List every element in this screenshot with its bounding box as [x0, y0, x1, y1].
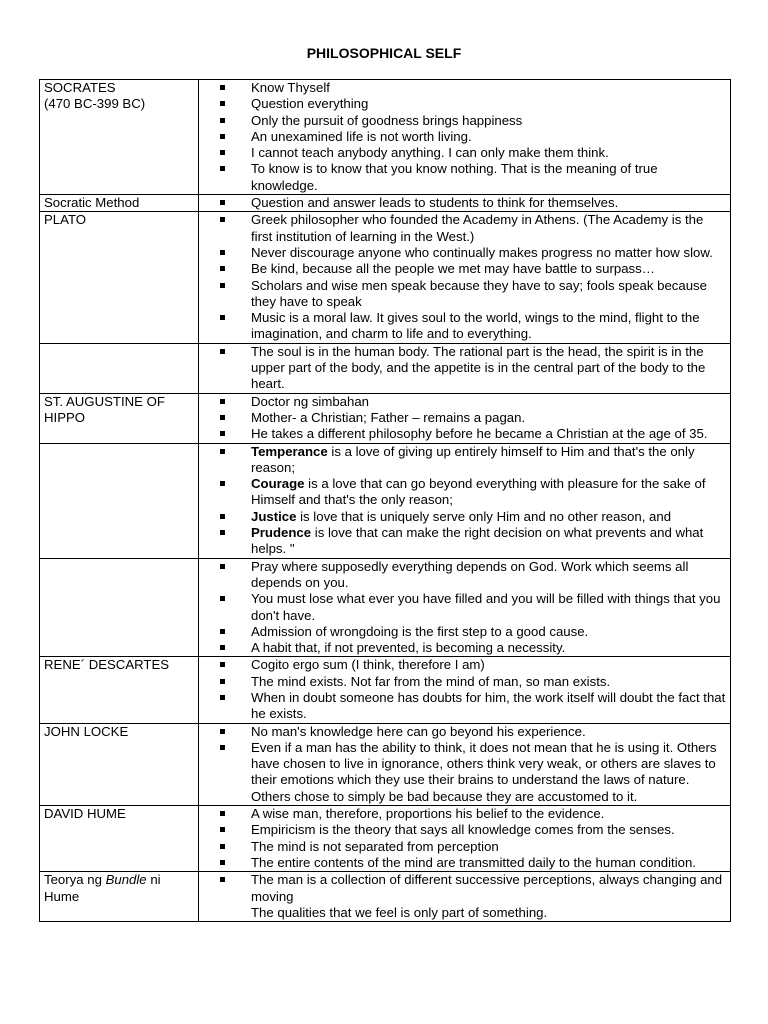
list-item: Never discourage anyone who continually makes progress no matter how slow.: [203, 245, 726, 261]
philosopher-cell: [40, 212, 199, 343]
table-row: [40, 806, 731, 872]
notes-cell: [199, 657, 731, 723]
list-item: The soul is in the human body. The rational part is the head, the spirit is in the upper part of the body, and the appetite is in the central part of the body to the heart.: [203, 344, 726, 393]
list-item: Music is a moral law. It gives soul to the world, wings to the mind, flight to the imagination, and charm to life and to everything.: [203, 310, 726, 343]
table-row: [40, 195, 731, 212]
list-item: Pray where supposedly everything depends on God. Work which seems all depends on you.: [203, 559, 726, 592]
notes-cell: [199, 443, 731, 558]
table-row: [40, 443, 731, 558]
plain-note: The qualities that we feel is only part of something.: [251, 904, 548, 920]
list-item: Admission of wrongdoing is the first step to a good cause.: [203, 624, 726, 640]
virtue-text: is love that can make the right decision on what prevents and what helps. ": [251, 525, 704, 557]
philosopher-name: JOHN LOCKE: [44, 723, 129, 739]
topic-name: [44, 872, 194, 888]
virtue-text: is a love of giving up entirely himself to Him and that's the only reason;: [251, 443, 695, 475]
notes-cell: [199, 80, 731, 195]
notes-cell: [199, 195, 731, 212]
notes-cell: [199, 723, 731, 805]
philosopher-name: SOCRATES: [44, 80, 116, 95]
virtue-term: Prudence: [251, 525, 312, 541]
philosopher-dates: (470 BC-399 BC): [44, 96, 146, 112]
list-item: [203, 476, 726, 509]
list-item: The man is a collection of different successive perceptions, always changing and moving: [203, 872, 726, 905]
list-item: You must lose what ever you have filled and you will be filled with things that you don't have.: [203, 591, 726, 624]
list-item: [203, 509, 726, 525]
list-item: Be kind, because all the people we met may have battle to surpass…: [203, 261, 726, 277]
notes-cell: [199, 806, 731, 872]
list-item: The mind is not separated from perception: [203, 839, 726, 855]
list-item: A wise man, therefore, proportions his belief to the evidence.: [203, 806, 726, 822]
list-item: Mother- a Christian; Father – remains a pagan.: [203, 410, 726, 426]
philosopher-cell: [40, 393, 199, 443]
list-item: He takes a different philosophy before he became a Christian at the age of 35.: [203, 426, 726, 442]
list-item: [203, 525, 726, 558]
topic-name-pre: Teorya ng: [44, 872, 106, 888]
list-item: To know is to know that you know nothing. That is the meaning of true knowledge.: [203, 161, 726, 194]
list-item: The mind exists. Not far from the mind of man, so man exists.: [203, 674, 726, 690]
philosopher-name: PLATO: [44, 212, 87, 228]
notes-cell: [199, 212, 731, 343]
table-row: [40, 872, 731, 922]
list-item: A habit that, if not prevented, is becoming a necessity.: [203, 640, 726, 656]
notes-cell: [199, 558, 731, 657]
virtue-text: is a love that can go beyond everything with pleasure for the sake of Himself and that's the only reason;: [251, 476, 706, 508]
philosopher-cell: [40, 343, 199, 393]
table-row: [40, 723, 731, 805]
philosopher-cell: [40, 872, 199, 922]
table-row: [40, 657, 731, 723]
topic-name-em: Bundle: [105, 872, 147, 888]
virtue-term: Justice: [251, 508, 297, 524]
topic-name-post: ni: [146, 872, 161, 888]
philosopher-name: RENE´ DESCARTES: [44, 657, 170, 673]
philosopher-cell: [40, 723, 199, 805]
philosophers-table: [39, 79, 731, 922]
table-row: [40, 393, 731, 443]
notes-cell: [199, 872, 731, 922]
virtue-term: Temperance: [251, 443, 328, 459]
virtue-text: is love that is uniquely serve only Him and no other reason, and: [296, 508, 672, 524]
list-item: Question and answer leads to students to think for themselves.: [203, 195, 726, 211]
list-item: [203, 444, 726, 477]
list-item: I cannot teach anybody anything. I can only make them think.: [203, 145, 726, 161]
philosopher-cell: [40, 80, 199, 195]
list-item: When in doubt someone has doubts for him, the work itself will doubt the fact that he exists.: [203, 690, 726, 723]
virtue-term: Courage: [251, 476, 305, 492]
page-title: PHILOSOPHICAL SELF: [306, 45, 462, 61]
philosopher-cell: [40, 657, 199, 723]
list-item: No man's knowledge here can go beyond his experience.: [203, 724, 726, 740]
philosopher-cell: [40, 806, 199, 872]
philosopher-cell: [40, 443, 199, 558]
list-item: Cogito ergo sum (I think, therefore I am): [203, 657, 726, 673]
notes-cell: [199, 393, 731, 443]
philosopher-name: DAVID HUME: [44, 806, 126, 822]
table-row: [40, 343, 731, 393]
philosopher-cell: [40, 195, 199, 212]
philosopher-name-cont: HIPPO: [44, 409, 86, 425]
list-item: The entire contents of the mind are transmitted daily to the human condition.: [203, 855, 726, 871]
list-item: Question everything: [203, 96, 726, 112]
list-item: Greek philosopher who founded the Academy in Athens. (The Academy is the first institution of learning in the West.): [203, 212, 726, 245]
list-item: Empiricism is the theory that says all knowledge comes from the senses.: [203, 822, 726, 838]
list-item: An unexamined life is not worth living.: [203, 129, 726, 145]
list-item: Only the pursuit of goodness brings happiness: [203, 113, 726, 129]
table-row: [40, 212, 731, 343]
list-item: Doctor ng simbahan: [203, 394, 726, 410]
table-row: [40, 80, 731, 195]
list-item: Know Thyself: [203, 80, 726, 96]
table-row: [40, 558, 731, 657]
philosopher-cell: [40, 558, 199, 657]
philosopher-name: ST. AUGUSTINE OF: [44, 393, 165, 409]
topic-name-cont: Hume: [44, 888, 80, 904]
list-item: Scholars and wise men speak because they have to say; fools speak because they have to speak: [203, 278, 726, 311]
notes-cell: [199, 343, 731, 393]
list-item: Even if a man has the ability to think, it does not mean that he is using it. Others have chosen to live in ignorance, others think very weak, or others are slaves to their emotions which they use their brains to understand the laws of nature. Others chose to simply be bad because they are accustomed to it.: [203, 740, 726, 805]
topic-name: Socratic Method: [44, 195, 140, 211]
